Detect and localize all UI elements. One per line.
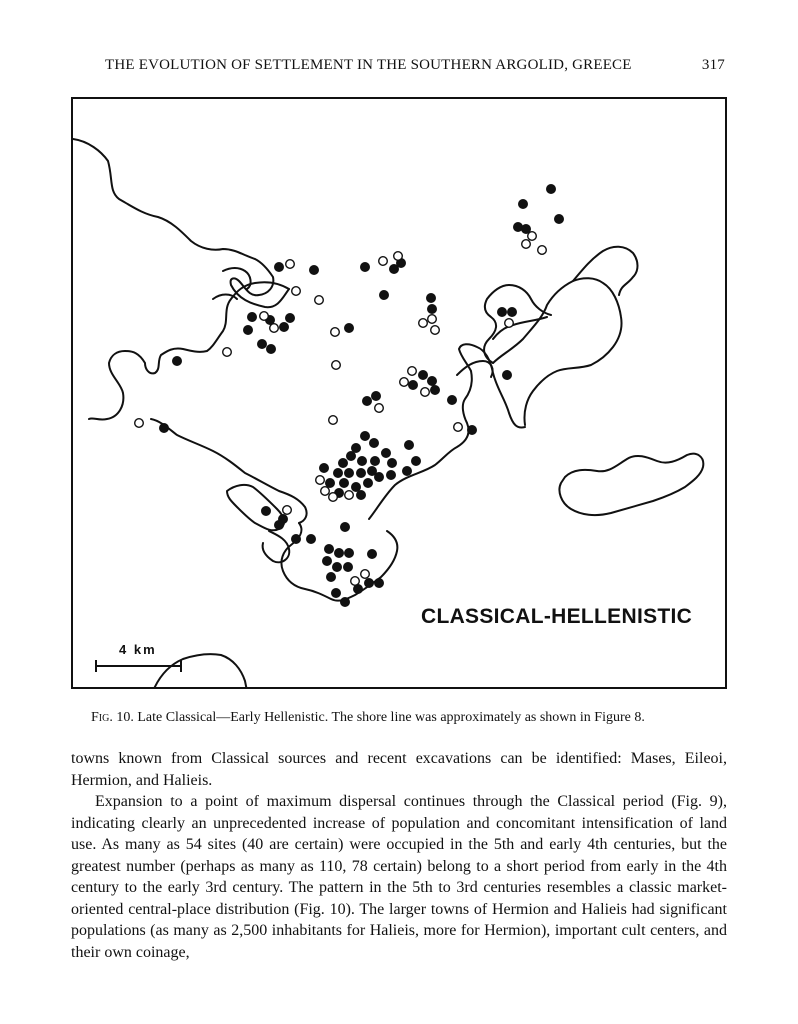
site-possible xyxy=(260,312,269,321)
site-certain xyxy=(340,522,350,532)
coastline-central xyxy=(369,344,525,519)
site-possible xyxy=(505,319,514,328)
site-possible xyxy=(528,232,537,241)
site-possible xyxy=(538,246,547,255)
site-possible xyxy=(394,252,403,261)
site-certain xyxy=(411,456,421,466)
site-possible xyxy=(270,324,279,333)
site-certain xyxy=(554,214,564,224)
site-possible xyxy=(292,287,301,296)
site-certain xyxy=(332,562,342,572)
paragraph-1: towns known from Classical sources and recent excavations can be identified: Mases, Eileoi, Hermion, and Halieis. xyxy=(71,750,727,789)
site-certain xyxy=(387,458,397,468)
site-certain xyxy=(344,468,354,478)
site-certain xyxy=(356,468,366,478)
site-possible xyxy=(379,257,388,266)
coastline-south-cape xyxy=(263,531,290,562)
site-certain xyxy=(257,339,267,349)
site-certain xyxy=(374,578,384,588)
site-certain xyxy=(379,290,389,300)
site-possible xyxy=(331,328,340,337)
site-possible xyxy=(408,367,417,376)
caption-text: Late Classical—Early Hellenistic. The shore line was approximately as shown in Figure 8. xyxy=(137,710,645,725)
map-drawing xyxy=(73,99,727,689)
site-certain xyxy=(324,544,334,554)
site-possible xyxy=(315,296,324,305)
site-certain xyxy=(356,490,366,500)
site-possible xyxy=(286,260,295,269)
site-possible xyxy=(332,361,341,370)
site-certain xyxy=(319,463,329,473)
figure-number: Fig. 10. xyxy=(91,710,134,725)
site-certain xyxy=(364,578,374,588)
site-certain xyxy=(408,380,418,390)
site-certain xyxy=(360,431,370,441)
body-text xyxy=(71,748,727,963)
sites-group xyxy=(135,184,564,607)
site-certain xyxy=(346,451,356,461)
site-certain xyxy=(418,370,428,380)
site-certain xyxy=(362,396,372,406)
site-certain xyxy=(402,466,412,476)
site-possible xyxy=(351,577,360,586)
figure-caption xyxy=(91,710,731,726)
site-certain xyxy=(339,478,349,488)
site-possible xyxy=(375,404,384,413)
site-certain xyxy=(518,199,528,209)
site-possible xyxy=(454,423,463,432)
site-certain xyxy=(243,325,253,335)
site-certain xyxy=(274,262,284,272)
site-possible xyxy=(419,319,428,328)
site-possible xyxy=(522,240,531,249)
site-possible xyxy=(329,493,338,502)
site-certain xyxy=(343,562,353,572)
coastline-far-east xyxy=(573,247,638,295)
coastline-south-peninsula xyxy=(281,523,397,601)
site-certain xyxy=(363,478,373,488)
site-certain xyxy=(279,322,289,332)
site-certain xyxy=(261,506,271,516)
site-certain xyxy=(266,344,276,354)
site-certain xyxy=(360,262,370,272)
site-possible xyxy=(345,491,354,500)
site-certain xyxy=(447,395,457,405)
site-possible xyxy=(421,388,430,397)
site-certain xyxy=(374,472,384,482)
site-certain xyxy=(322,556,332,566)
site-certain xyxy=(285,313,295,323)
site-possible xyxy=(361,570,370,579)
site-certain xyxy=(159,423,169,433)
site-possible xyxy=(321,487,330,496)
paragraph-2: Expansion to a point of maximum dispersal continues through the Classical period (Fig. 9), indicating clearly an unprecedented increase of population and concomitant intensification of land use. As many as 54 sites (40 are certain) were occupied in the 5th and early 4th centuries, but the greatest number (perhaps as many as 110, 78 certain) belong to a short period from early in the 4th century to the early 3rd century. The pattern in the 5th to 3rd centuries resembles a classic market-oriented central-place distribution (Fig. 10). The larger towns of Hermion and Halieis had significant populations (as many as 2,500 inhabitants for Halieis, more for Hermion), important cult centers, and their own coinage, xyxy=(71,793,727,961)
site-certain xyxy=(333,468,343,478)
site-certain xyxy=(427,304,437,314)
map-title: CLASSICAL-HELLENISTIC xyxy=(421,605,693,628)
site-certain xyxy=(502,370,512,380)
site-certain xyxy=(172,356,182,366)
site-certain xyxy=(331,588,341,598)
site-certain xyxy=(367,549,377,559)
site-certain xyxy=(291,534,301,544)
site-certain xyxy=(344,323,354,333)
running-head xyxy=(105,57,725,74)
page-number: 317 xyxy=(701,57,725,73)
site-certain xyxy=(369,438,379,448)
site-certain xyxy=(546,184,556,194)
site-possible xyxy=(283,506,292,515)
site-certain xyxy=(430,385,440,395)
site-possible xyxy=(431,326,440,335)
scale-bar xyxy=(96,660,181,672)
site-possible xyxy=(400,378,409,387)
settlement-map xyxy=(71,97,727,689)
site-certain xyxy=(274,520,284,530)
site-possible xyxy=(135,419,144,428)
island-east xyxy=(559,454,703,515)
site-certain xyxy=(507,307,517,317)
site-certain xyxy=(386,470,396,480)
site-certain xyxy=(357,456,367,466)
site-possible xyxy=(223,348,232,357)
site-possible xyxy=(316,476,325,485)
site-certain xyxy=(497,307,507,317)
coastline-east-cove xyxy=(457,361,493,377)
site-certain xyxy=(338,458,348,468)
site-certain xyxy=(426,293,436,303)
coastline-west xyxy=(89,282,289,419)
site-certain xyxy=(370,456,380,466)
site-certain xyxy=(306,534,316,544)
site-certain xyxy=(427,376,437,386)
site-possible xyxy=(428,315,437,324)
site-possible xyxy=(329,416,338,425)
site-certain xyxy=(340,597,350,607)
site-certain xyxy=(381,448,391,458)
site-certain xyxy=(247,312,257,322)
site-certain xyxy=(467,425,477,435)
site-certain xyxy=(404,440,414,450)
coastline-southwest-land xyxy=(153,654,247,689)
running-title: THE EVOLUTION OF SETTLEMENT IN THE SOUTHERN ARGOLID, GREECE xyxy=(105,57,632,73)
coastline-east-bay xyxy=(493,278,622,425)
site-certain xyxy=(309,265,319,275)
site-certain xyxy=(371,391,381,401)
site-certain xyxy=(326,572,336,582)
site-certain xyxy=(334,548,344,558)
scale-label: 4 km xyxy=(119,642,157,657)
site-certain xyxy=(344,548,354,558)
